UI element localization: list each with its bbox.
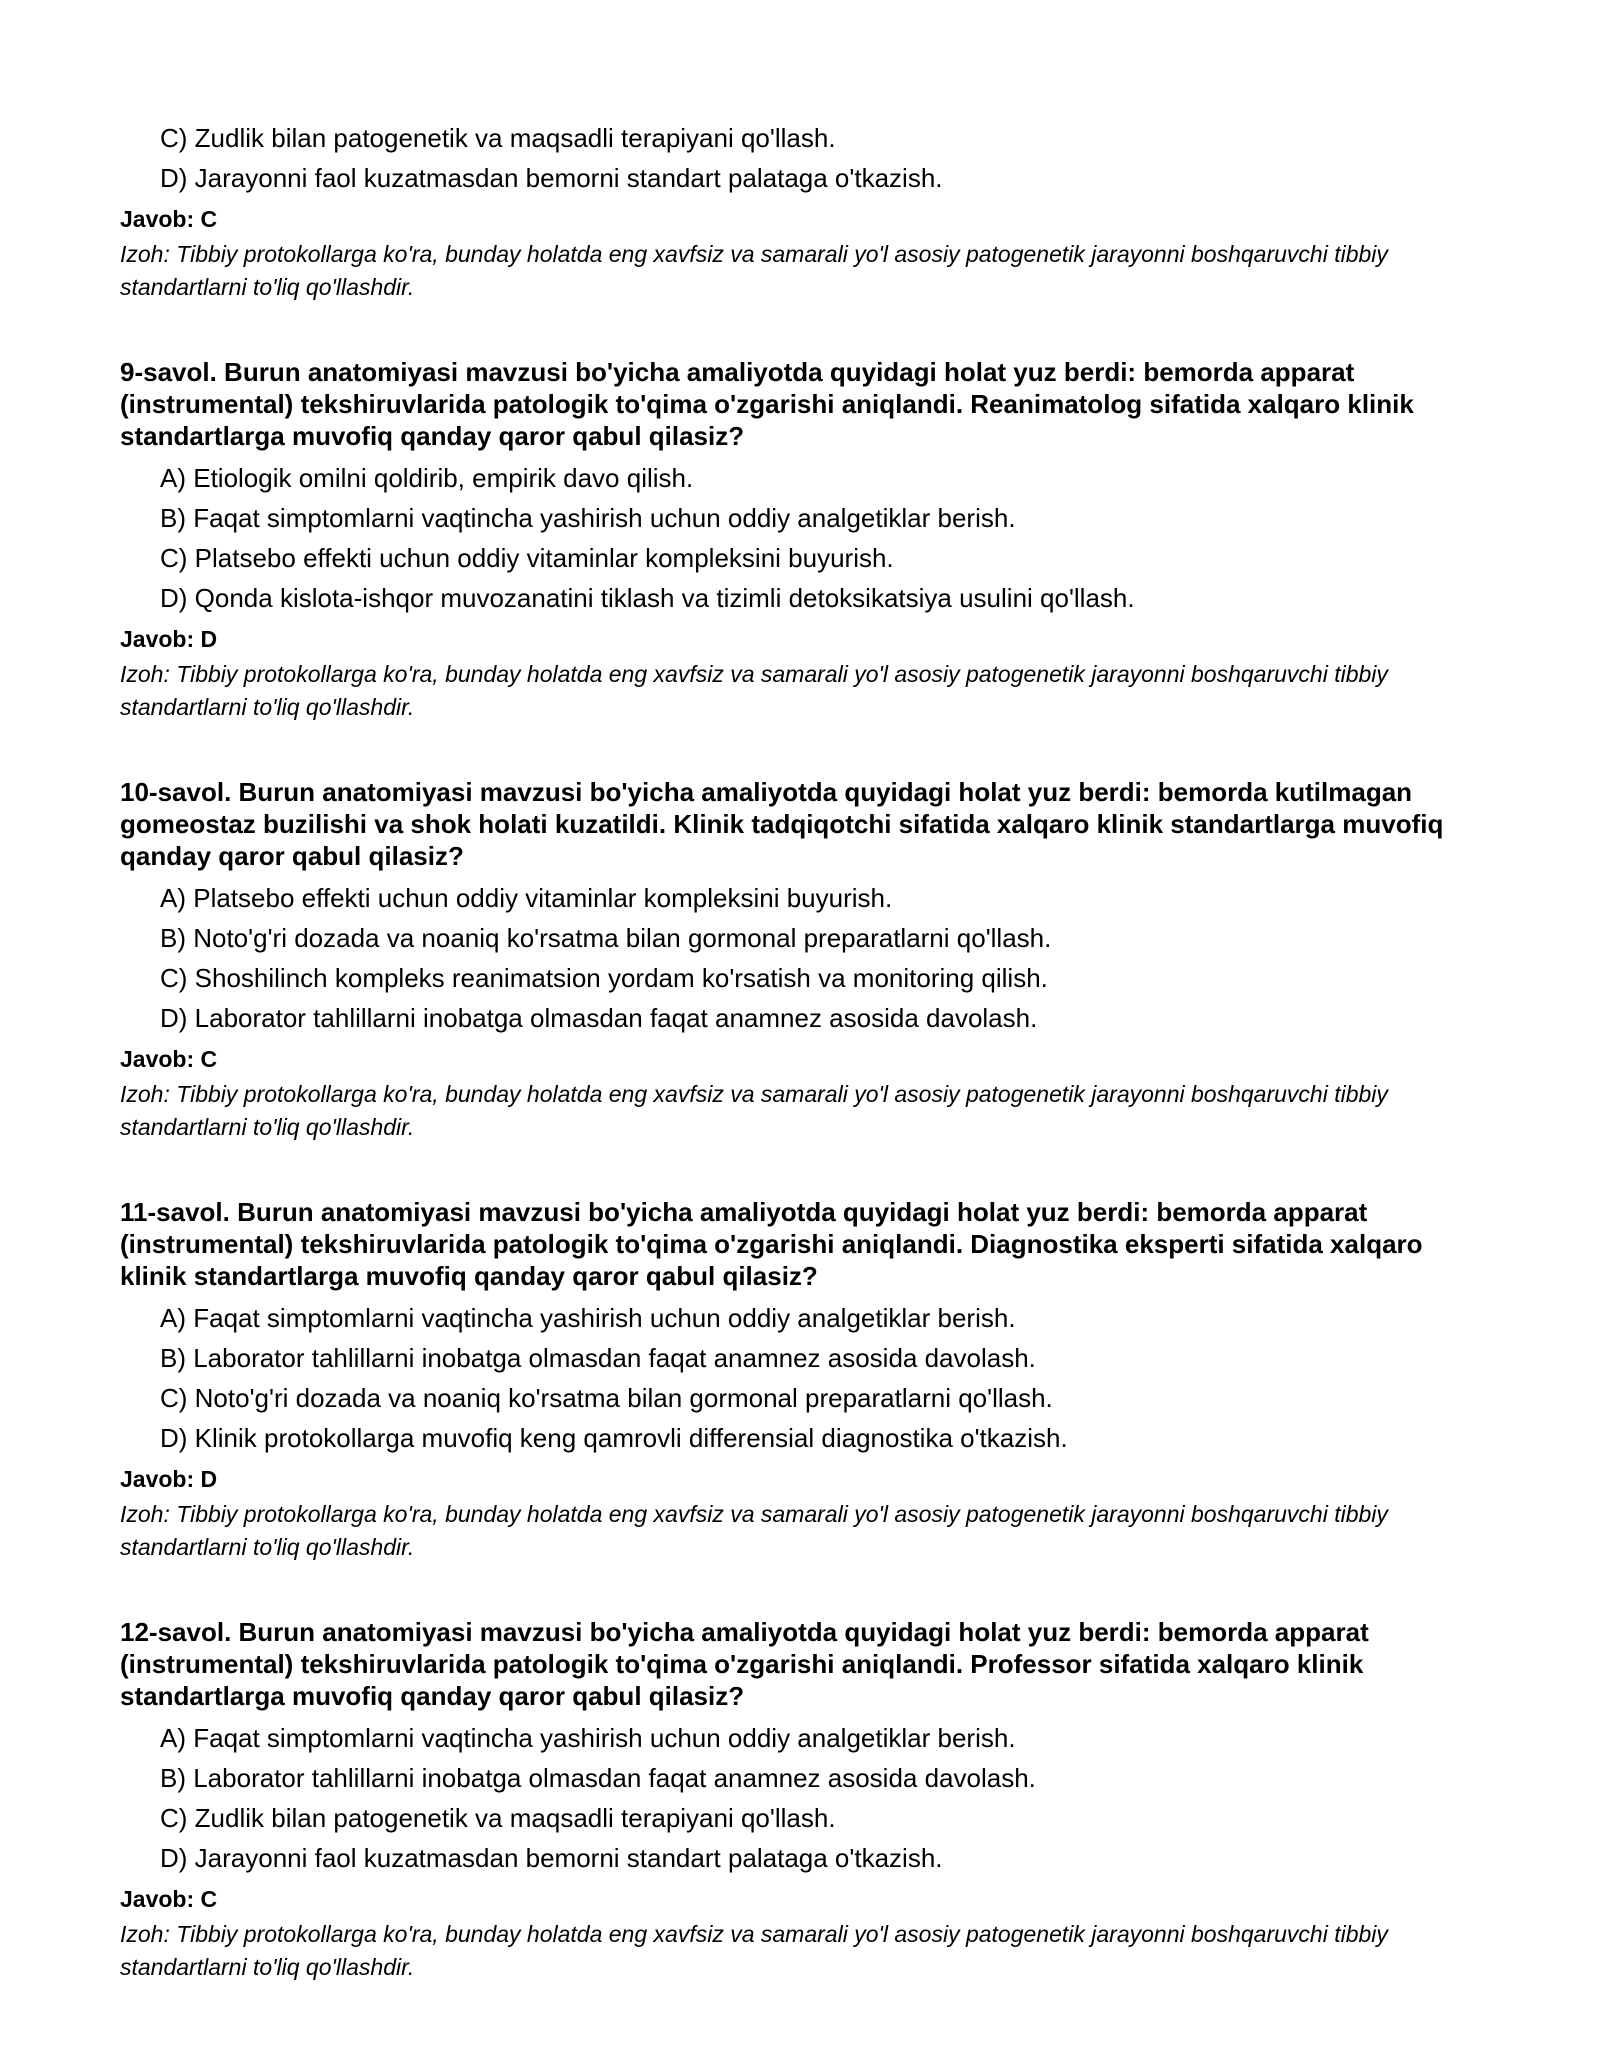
explanation: Izoh: Tibbiy protokollarga ko'ra, bunday holatda eng xavfsiz va samarali yo'l asosiy patogenetik jarayonni boshqaruvchi tibbiy standartlarni to'liq qo'llashdir. — [120, 1501, 1388, 1560]
document-page — [120, 118, 1480, 1984]
answer: Javob: C — [120, 1046, 218, 1072]
option-c: C) Noto'g'ri dozada va noaniq ko'rsatma bilan gormonal preparatlarni qo'llash. — [160, 1383, 1053, 1413]
option-list — [120, 1298, 1480, 1458]
question-8-continuation — [120, 118, 1480, 304]
option-c: C) Platsebo effekti uchun oddiy vitaminlar kompleksini buyurish. — [160, 543, 894, 573]
option-list — [120, 1718, 1480, 1878]
option-a: A) Faqat simptomlarni vaqtincha yashirish uchun oddiy analgetiklar berish. — [160, 1303, 1016, 1333]
option-d: D) Qonda kislota-ishqor muvozanatini tiklash va tizimli detoksikatsiya usulini qo'llash. — [160, 583, 1135, 613]
option-b: B) Noto'g'ri dozada va noaniq ko'rsatma bilan gormonal preparatlarni qo'llash. — [160, 923, 1052, 953]
question-12 — [120, 1616, 1480, 1984]
option-b: B) Faqat simptomlarni vaqtincha yashirish uchun oddiy analgetiklar berish. — [160, 503, 1016, 533]
question-text: 12-savol. Burun anatomiyasi mavzusi bo'yicha amaliyotda quyidagi holat yuz berdi: bemorda apparat (instrumental) tekshiruvlarida patologik to'qima o'zgarishi aniqlandi. Professor sifatida xalqaro klinik standartlarga muvofiq qanday qaror qabul qilasiz? — [120, 1617, 1369, 1711]
explanation: Izoh: Tibbiy protokollarga ko'ra, bunday holatda eng xavfsiz va samarali yo'l asosiy patogenetik jarayonni boshqaruvchi tibbiy standartlarni to'liq qo'llashdir. — [120, 661, 1388, 720]
option-d: D) Jarayonni faol kuzatmasdan bemorni standart palataga o'tkazish. — [160, 163, 943, 193]
answer: Javob: D — [120, 1466, 218, 1492]
option-c: C) Shoshilinch kompleks reanimatsion yordam ko'rsatish va monitoring qilish. — [160, 963, 1048, 993]
option-a: A) Faqat simptomlarni vaqtincha yashirish uchun oddiy analgetiklar berish. — [160, 1723, 1016, 1753]
explanation: Izoh: Tibbiy protokollarga ko'ra, bunday holatda eng xavfsiz va samarali yo'l asosiy patogenetik jarayonni boshqaruvchi tibbiy standartlarni to'liq qo'llashdir. — [120, 241, 1388, 300]
answer: Javob: D — [120, 626, 218, 652]
answer: Javob: C — [120, 1886, 218, 1912]
answer: Javob: C — [120, 206, 218, 232]
question-text: 11-savol. Burun anatomiyasi mavzusi bo'yicha amaliyotda quyidagi holat yuz berdi: bemorda apparat (instrumental) tekshiruvlarida patologik to'qima o'zgarishi aniqlandi. Diagnostika eksperti sifatida xalqaro klinik standartlarga muvofiq qanday qaror qabul qilasiz? — [120, 1197, 1423, 1291]
question-10 — [120, 776, 1480, 1144]
explanation: Izoh: Tibbiy protokollarga ko'ra, bunday holatda eng xavfsiz va samarali yo'l asosiy patogenetik jarayonni boshqaruvchi tibbiy standartlarni to'liq qo'llashdir. — [120, 1921, 1388, 1980]
question-11 — [120, 1196, 1480, 1564]
option-list — [120, 118, 1480, 198]
question-text: 9-savol. Burun anatomiyasi mavzusi bo'yicha amaliyotda quyidagi holat yuz berdi: bemorda apparat (instrumental) tekshiruvlarida patologik to'qima o'zgarishi aniqlandi. Reanimatolog sifatida xalqaro klinik standartlarga muvofiq qanday qaror qabul qilasiz? — [120, 357, 1414, 451]
option-d: D) Jarayonni faol kuzatmasdan bemorni standart palataga o'tkazish. — [160, 1843, 943, 1873]
option-b: B) Laborator tahlillarni inobatga olmasdan faqat anamnez asosida davolash. — [160, 1343, 1036, 1373]
option-list — [120, 458, 1480, 618]
explanation: Izoh: Tibbiy protokollarga ko'ra, bunday holatda eng xavfsiz va samarali yo'l asosiy patogenetik jarayonni boshqaruvchi tibbiy standartlarni to'liq qo'llashdir. — [120, 1081, 1388, 1140]
option-b: B) Laborator tahlillarni inobatga olmasdan faqat anamnez asosida davolash. — [160, 1763, 1036, 1793]
option-a: A) Etiologik omilni qoldirib, empirik davo qilish. — [160, 463, 694, 493]
option-c: C) Zudlik bilan patogenetik va maqsadli terapiyani qo'llash. — [160, 123, 836, 153]
option-a: A) Platsebo effekti uchun oddiy vitaminlar kompleksini buyurish. — [160, 883, 893, 913]
option-d: D) Klinik protokollarga muvofiq keng qamrovli differensial diagnostika o'tkazish. — [160, 1423, 1068, 1453]
option-list — [120, 878, 1480, 1038]
option-c: C) Zudlik bilan patogenetik va maqsadli terapiyani qo'llash. — [160, 1803, 836, 1833]
question-9 — [120, 356, 1480, 724]
option-d: D) Laborator tahlillarni inobatga olmasdan faqat anamnez asosida davolash. — [160, 1003, 1038, 1033]
question-text: 10-savol. Burun anatomiyasi mavzusi bo'yicha amaliyotda quyidagi holat yuz berdi: bemorda kutilmagan gomeostaz buzilishi va shok holati kuzatildi. Klinik tadqiqotchi sifatida xalqaro klinik standartlarga muvofiq qanday qaror qabul qilasiz? — [120, 777, 1444, 871]
